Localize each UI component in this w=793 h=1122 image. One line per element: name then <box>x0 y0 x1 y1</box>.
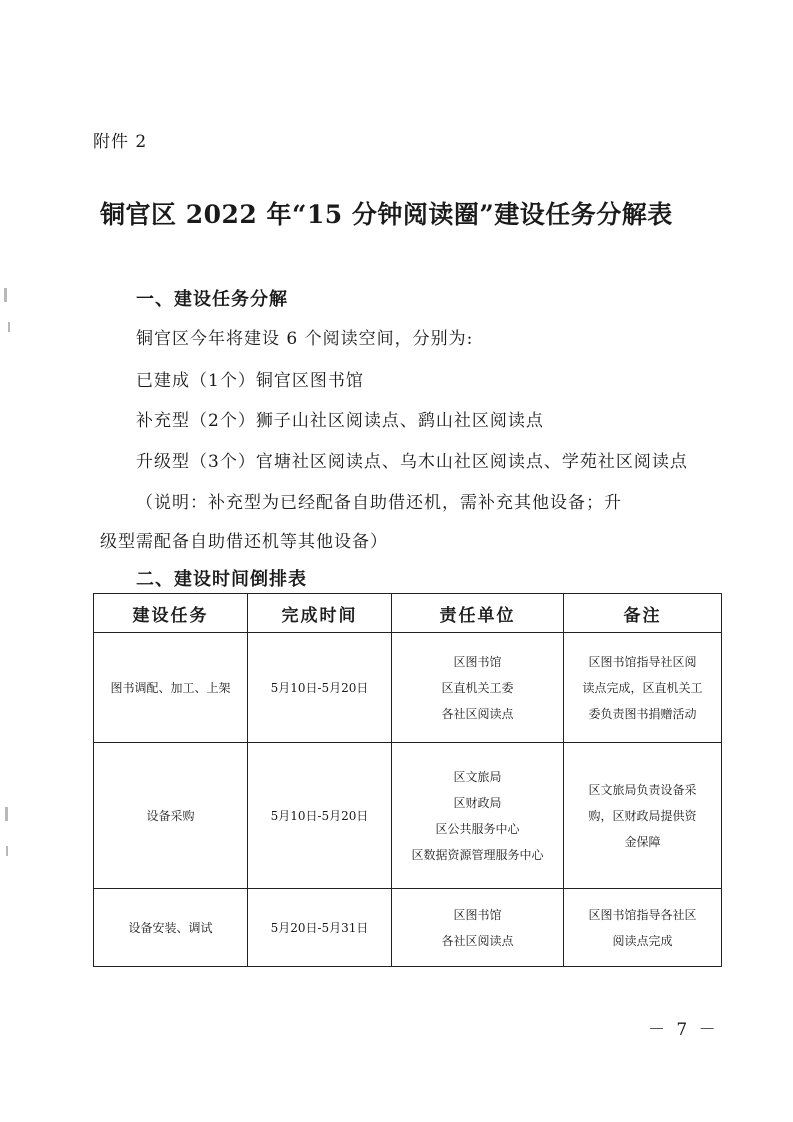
scan-edge-mark <box>6 846 8 856</box>
intro-paragraph: 铜官区今年将建设 6 个阅读空间，分别为: <box>136 329 474 349</box>
unit-cell <box>392 633 564 743</box>
table-row <box>94 743 722 889</box>
scan-edge-mark <box>5 807 8 821</box>
unit-cell <box>392 889 564 967</box>
header-remarks: 备注 <box>564 594 722 633</box>
scan-edge-mark <box>4 288 7 302</box>
table-row <box>94 889 722 967</box>
supplementary-type-line: 补充型（2个）狮子山社区阅读点、鹞山社区阅读点 <box>136 411 544 431</box>
remark-line: 区图书馆指导各社区 <box>588 907 697 922</box>
header-task: 建设任务 <box>94 594 248 633</box>
built-type-line: 已建成（1个）铜官区图书馆 <box>136 371 364 391</box>
unit-line: 区直机关工委 <box>441 680 514 695</box>
unit-line: 区财政局 <box>453 795 502 810</box>
section-heading-task-breakdown: 一、建设任务分解 <box>136 289 288 310</box>
header-responsible-unit: 责任单位 <box>392 594 564 633</box>
remark-line: 区文旅局负责设备采 <box>588 782 697 797</box>
attachment-label: 附件 2 <box>93 132 148 152</box>
time-cell: 5月20日-5月31日 <box>248 889 392 967</box>
unit-line: 各社区阅读点 <box>441 706 514 721</box>
note-line-2: 级型需配备自助借还机等其他设备） <box>100 532 388 552</box>
upgraded-type-line: 升级型（3个）官塘社区阅读点、乌木山社区阅读点、学苑社区阅读点 <box>136 452 688 472</box>
time-cell: 5月10日-5月20日 <box>248 633 392 743</box>
task-cell: 设备安装、调试 <box>94 889 248 967</box>
unit-line: 区图书馆 <box>453 654 502 669</box>
note-line-1: （说明：补充型为已经配备自助借还机，需补充其他设备；升 <box>136 493 622 513</box>
time-cell: 5月10日-5月20日 <box>248 743 392 889</box>
table-row <box>94 633 722 743</box>
remark-line: 阅读点完成 <box>612 933 673 948</box>
document-title: 铜官区 2022 年“15 分钟阅读圈”建设任务分解表 <box>100 200 673 229</box>
remark-line: 区图书馆指导社区阅 <box>588 654 697 669</box>
unit-line: 区数据资源管理服务中心 <box>411 847 544 862</box>
remarks-cell <box>564 889 722 967</box>
unit-line: 各社区阅读点 <box>441 933 514 948</box>
unit-line: 区文旅局 <box>453 769 502 784</box>
unit-line: 区图书馆 <box>453 907 502 922</box>
remarks-cell <box>564 633 722 743</box>
task-cell: 图书调配、加工、上架 <box>94 633 248 743</box>
table-header-row <box>94 594 722 633</box>
remark-line: 金保障 <box>624 834 661 849</box>
unit-line: 区公共服务中心 <box>435 821 520 836</box>
schedule-table <box>93 593 722 967</box>
remark-line: 委负责图书捐赠活动 <box>588 706 697 721</box>
section-heading-schedule: 二、建设时间倒排表 <box>136 569 307 590</box>
scan-edge-mark <box>8 322 10 332</box>
task-cell: 设备采购 <box>94 743 248 889</box>
unit-cell <box>392 743 564 889</box>
header-completion-time: 完成时间 <box>248 594 392 633</box>
page-number: － 7 － <box>648 1020 719 1040</box>
remark-line: 购，区财政局提供资 <box>588 808 697 823</box>
remarks-cell <box>564 743 722 889</box>
remark-line: 读点完成，区直机关工 <box>582 680 703 695</box>
